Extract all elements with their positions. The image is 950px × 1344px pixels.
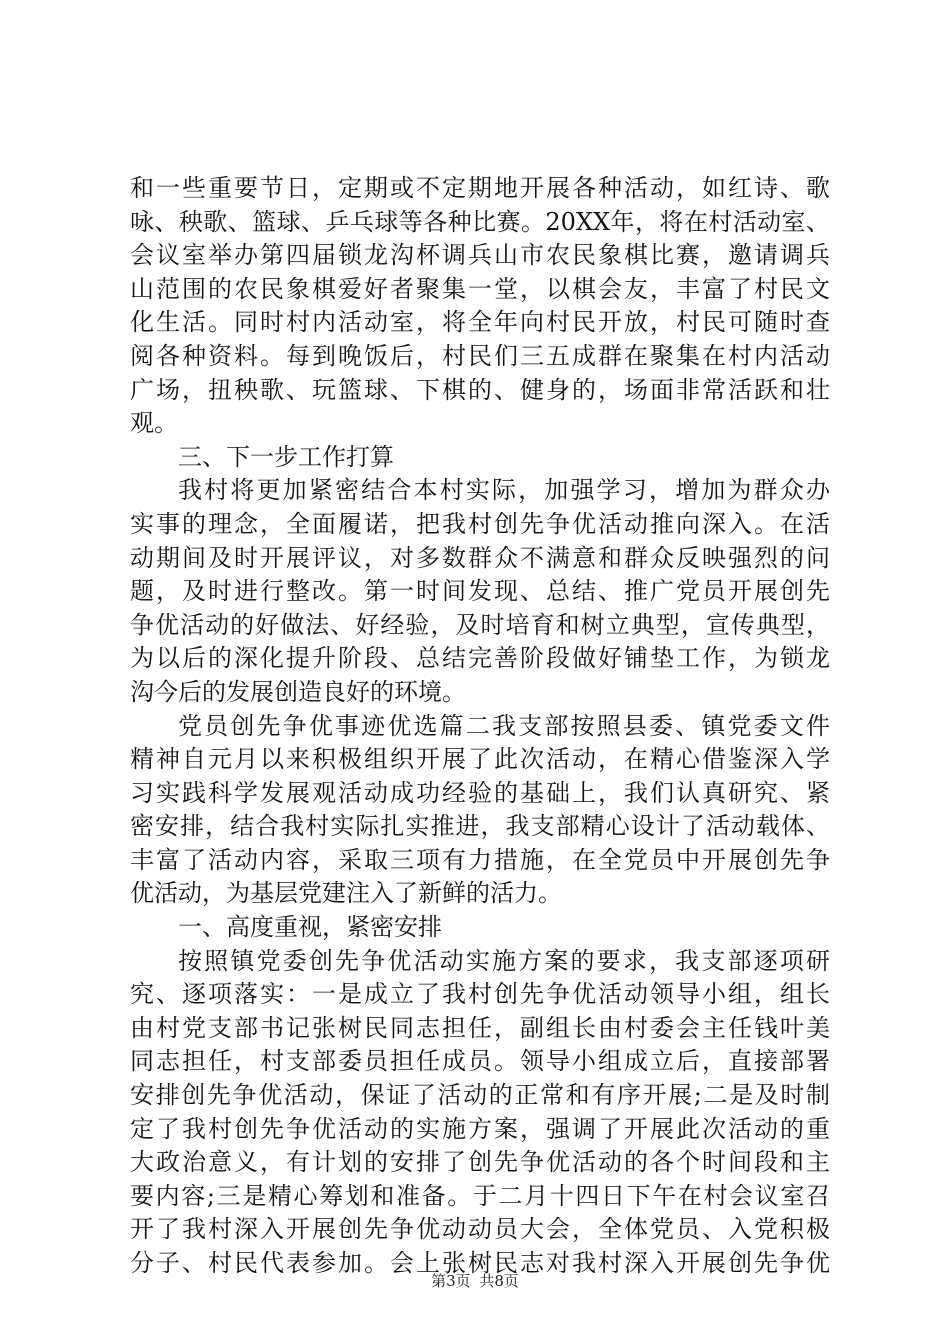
text-line: 分子、村民代表参加。会上张树民志对我村深入开展创先争优 — [130, 1249, 830, 1277]
text-line: 实事的理念，全面履诺，把我村创先争优活动推向深入。在活 — [130, 509, 830, 538]
text-line: 定了我村创先争优活动的实施方案，强调了开展此次活动的重 — [130, 1114, 830, 1143]
text-line: 我村将更加紧密结合本村实际，加强学习，增加为群众办 — [178, 476, 830, 505]
page-total: 共8页 — [479, 1272, 519, 1290]
text-line: 广场，扭秧歌、玩篮球、下棋的、健身的，场面非常活跃和壮 — [130, 375, 830, 404]
text-line: 精神自元月以来积极组织开展了此次活动，在精心借鉴深入学 — [130, 745, 830, 774]
text-line: 山范围的农民象棋爱好者聚集一堂，以棋会友，丰富了村民文 — [130, 274, 830, 303]
text-line: 阅各种资料。每到晚饭后，村民们三五成群在聚集在村内活动 — [130, 341, 830, 370]
text-line: 沟今后的发展创造良好的环境。 — [130, 677, 466, 706]
text-line: 同志担任，村支部委员担任成员。领导小组成立后，直接部署 — [130, 1047, 830, 1076]
text-line: 密安排，结合我村实际扎实推进，我支部精心设计了活动载体、 — [130, 812, 830, 841]
text-line: 化生活。同时村内活动室，将全年向村民开放，村民可随时查 — [130, 308, 830, 337]
text-line: 和一些重要节日，定期或不定期地开展各种活动，如红诗、歌 — [130, 174, 830, 202]
page-footer — [0, 1270, 950, 1291]
text-line: 一、高度重视，紧密安排 — [178, 913, 442, 942]
text-line: 安排创先争优活动，保证了活动的正常和有序开展;二是及时制 — [130, 1081, 830, 1110]
text-line: 大政治意义，有计划的安排了创先争优活动的各个时间段和主 — [130, 1148, 830, 1177]
page-number: 第3页 — [431, 1272, 471, 1290]
text-line: 要内容;三是精心筹划和准备。于二月十四日下午在村会议室召 — [130, 1181, 830, 1210]
text-line: 由村党支部书记张树民同志担任，副组长由村委会主任钱叶美 — [130, 1013, 830, 1042]
text-line: 优活动，为基层党建注入了新鲜的活力。 — [130, 879, 562, 908]
text-line: 会议室举办第四届锁龙沟杯调兵山市农民象棋比赛，邀请调兵 — [130, 241, 830, 270]
text-line: 按照镇党委创先争优活动实施方案的要求，我支部逐项研 — [178, 946, 830, 975]
text-line: 咏、秧歌、篮球、乒乓球等各种比赛。20XX年，将在村活动室、 — [130, 207, 830, 236]
text-line: 习实践科学发展观活动成功经验的基础上，我们认真研究、紧 — [130, 778, 830, 807]
text-line: 三、下一步工作打算 — [178, 442, 394, 471]
text-line: 党员创先争优事迹优选篇二我支部按照县委、镇党委文件 — [178, 711, 830, 740]
text-line: 丰富了活动内容，采取三项有力措施，在全党员中开展创先争 — [130, 845, 830, 874]
text-line: 开了我村深入开展创先争优动动员大会，全体党员、入党积极 — [130, 1215, 830, 1244]
text-line: 动期间及时开展评议，对多数群众不满意和群众反映强烈的问 — [130, 543, 830, 572]
text-line: 观。 — [130, 409, 178, 438]
text-line: 为以后的深化提升阶段、总结完善阶段做好铺垫工作，为锁龙 — [130, 644, 830, 673]
document-body — [130, 172, 830, 1281]
text-line: 争优活动的好做法、好经验，及时培育和树立典型，宣传典型， — [130, 610, 830, 639]
text-line: 题，及时进行整改。第一时间发现、总结、推广党员开展创先 — [130, 577, 830, 606]
text-line: 究、逐项落实：一是成立了我村创先争优活动领导小组，组长 — [130, 980, 830, 1009]
